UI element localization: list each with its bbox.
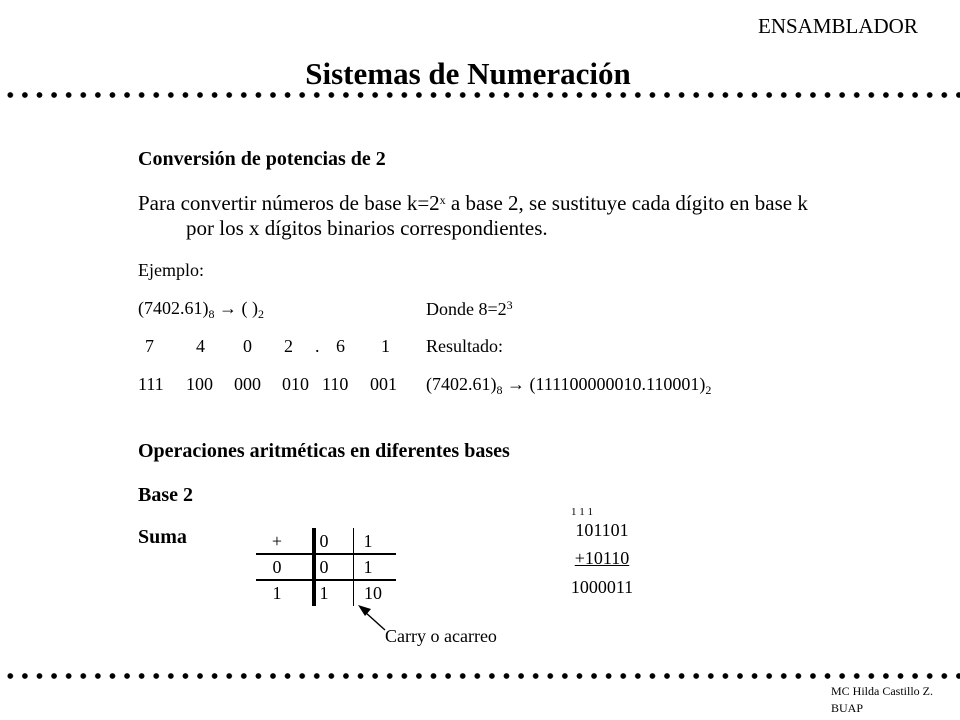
paragraph-text-post: a base 2, se sustituye cada dígito en base k <box>445 191 808 215</box>
sum-operand-1: 101101 <box>575 520 629 540</box>
sum-label: Suma <box>138 526 187 548</box>
table-cell: 1 <box>319 583 329 603</box>
octal-digit: 4 <box>196 336 205 356</box>
octal-digit: 6 <box>336 336 345 356</box>
expr-number: (7402.61) <box>138 298 209 318</box>
table-cell: 0 <box>272 557 282 577</box>
table-cell-carry: 10 <box>364 583 382 603</box>
decimal-point: . <box>315 336 320 356</box>
sum-operand-2: +10110 <box>574 548 630 568</box>
table-header-cell: 1 <box>363 531 373 551</box>
binary-group: 000 <box>234 374 261 394</box>
where-exponent: 3 <box>506 298 513 312</box>
paragraph-exponent: x <box>439 193 446 207</box>
sum-result: 1000011 <box>570 577 634 597</box>
course-label: ENSAMBLADOR <box>758 14 918 38</box>
binary-group: 010 <box>282 374 309 394</box>
section-heading-conversion: Conversión de potencias de 2 <box>138 148 386 170</box>
base2-heading: Base 2 <box>138 484 193 506</box>
binary-group: 100 <box>186 374 213 394</box>
octal-digit: 1 <box>381 336 390 356</box>
arrow-icon: → <box>507 374 525 394</box>
paragraph-text-pre: Para convertir números de base k=2 <box>138 191 440 215</box>
where-text: Donde 8=2 <box>426 299 507 319</box>
binary-group: 001 <box>370 374 397 394</box>
octal-digit: 7 <box>145 336 154 356</box>
table-cell: 0 <box>319 557 329 577</box>
arrow-icon: → <box>219 298 237 318</box>
binary-group: 111 <box>138 374 164 394</box>
dotted-divider-bottom <box>0 672 960 680</box>
result-number: (7402.61) <box>426 374 497 394</box>
octal-digit: 0 <box>243 336 252 356</box>
binary-group: 110 <box>322 374 349 394</box>
example-label: Ejemplo: <box>138 260 204 280</box>
footer-institution: BUAP <box>831 701 864 715</box>
section-heading-arithmetic: Operaciones aritméticas en diferentes bases <box>138 440 510 462</box>
expr-base-2: 2 <box>258 307 264 321</box>
carry-caption: Carry o acarreo <box>385 626 497 646</box>
table-cell: 1 <box>363 557 373 577</box>
table-header-cell: 0 <box>319 531 329 551</box>
table-cell: 1 <box>272 583 282 603</box>
expr-base-8: 8 <box>208 307 215 321</box>
result-base-2: 2 <box>705 383 712 397</box>
result-base-8: 8 <box>496 383 503 397</box>
expr-empty-paren: ( ) <box>237 298 258 318</box>
paragraph-line-2: por los x dígitos binarios correspondientes. <box>186 216 548 240</box>
footer-author: MC Hilda Castillo Z. <box>831 684 933 698</box>
octal-digit: 2 <box>284 336 293 356</box>
slide-title: Sistemas de Numeración <box>305 56 631 91</box>
result-label: Resultado: <box>426 336 503 356</box>
carry-digits: 1 1 1 <box>571 506 593 518</box>
result-binary: (111100000010.110001) <box>525 374 706 394</box>
table-header-op: + <box>271 531 283 551</box>
